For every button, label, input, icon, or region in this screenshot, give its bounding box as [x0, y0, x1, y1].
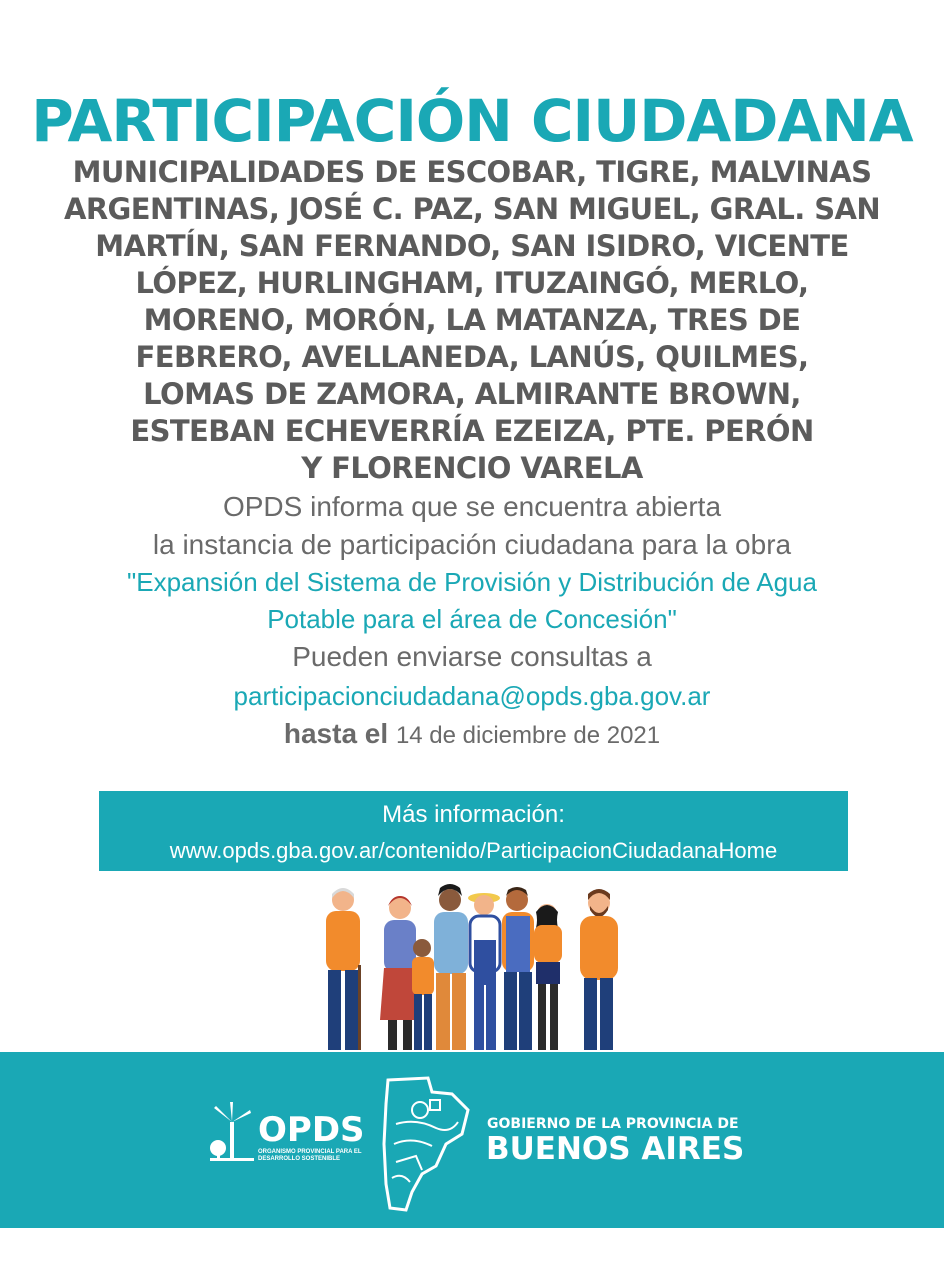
contact-email-link[interactable]: participacionciudadana@opds.gba.gov.ar: [233, 681, 711, 711]
municipalities-line: MARTÍN, SAN FERNANDO, SAN ISIDRO, VICENTE: [95, 229, 849, 263]
municipalities-line: MUNICIPALIDADES DE ESCOBAR, TIGRE, MALVINAS: [72, 155, 872, 189]
announcement-line: la instancia de participación ciudadana para la obra: [152, 529, 792, 560]
more-info-label: Más información:: [382, 801, 565, 828]
deadline-prefix: hasta el: [283, 718, 389, 749]
consultas-line: Pueden enviarse consultas a: [292, 641, 652, 672]
project-name-line: "Expansión del Sistema de Provisión y Distribución de Agua: [127, 567, 817, 597]
project-name-line: Potable para el área de Concesión": [267, 604, 677, 634]
page-title: PARTICIPACIÓN CIUDADANA: [31, 87, 913, 155]
announcement-line: OPDS informa que se encuentra abierta: [222, 491, 722, 522]
buenos-aires-province-map-icon: [376, 1074, 476, 1214]
more-info-url-link[interactable]: www.opds.gba.gov.ar/contenido/ParticipacionCiudadanaHome: [169, 838, 778, 863]
deadline-line: [40, 715, 904, 755]
municipalities-line: Y FLORENCIO VARELA: [301, 451, 643, 485]
municipalities-line: ARGENTINAS, JOSÉ C. PAZ, SAN MIGUEL, GRAL. SAN: [63, 192, 881, 226]
municipalities-line: FEBRERO, AVELLANEDA, LANÚS, QUILMES,: [135, 340, 809, 374]
municipalities-line: ESTEBAN ECHEVERRÍA EZEIZA, PTE. PERÓN: [130, 414, 814, 448]
municipalities-list: [30, 154, 914, 487]
municipalities-line: LÓPEZ, HURLINGHAM, ITUZAINGÓ, MERLO,: [135, 266, 809, 300]
opds-wordmark: OPDS: [258, 1110, 365, 1150]
more-info-box: [99, 791, 848, 871]
announcement-text: [40, 488, 904, 755]
municipalities-line: MORENO, MORÓN, LA MATANZA, TRES DE: [143, 303, 801, 337]
people-group-illustration: [300, 880, 650, 1056]
opds-subtitle: ORGANISMO PROVINCIAL PARA EL DESARROLLO SOSTENIBLE: [258, 1149, 362, 1162]
government-label: GOBIERNO DE LA PROVINCIA DE: [487, 1116, 739, 1132]
municipalities-line: LOMAS DE ZAMORA, ALMIRANTE BROWN,: [143, 377, 801, 411]
deadline-date: 14 de diciembre de 2021: [395, 722, 661, 749]
province-name: BUENOS AIRES: [486, 1131, 745, 1167]
